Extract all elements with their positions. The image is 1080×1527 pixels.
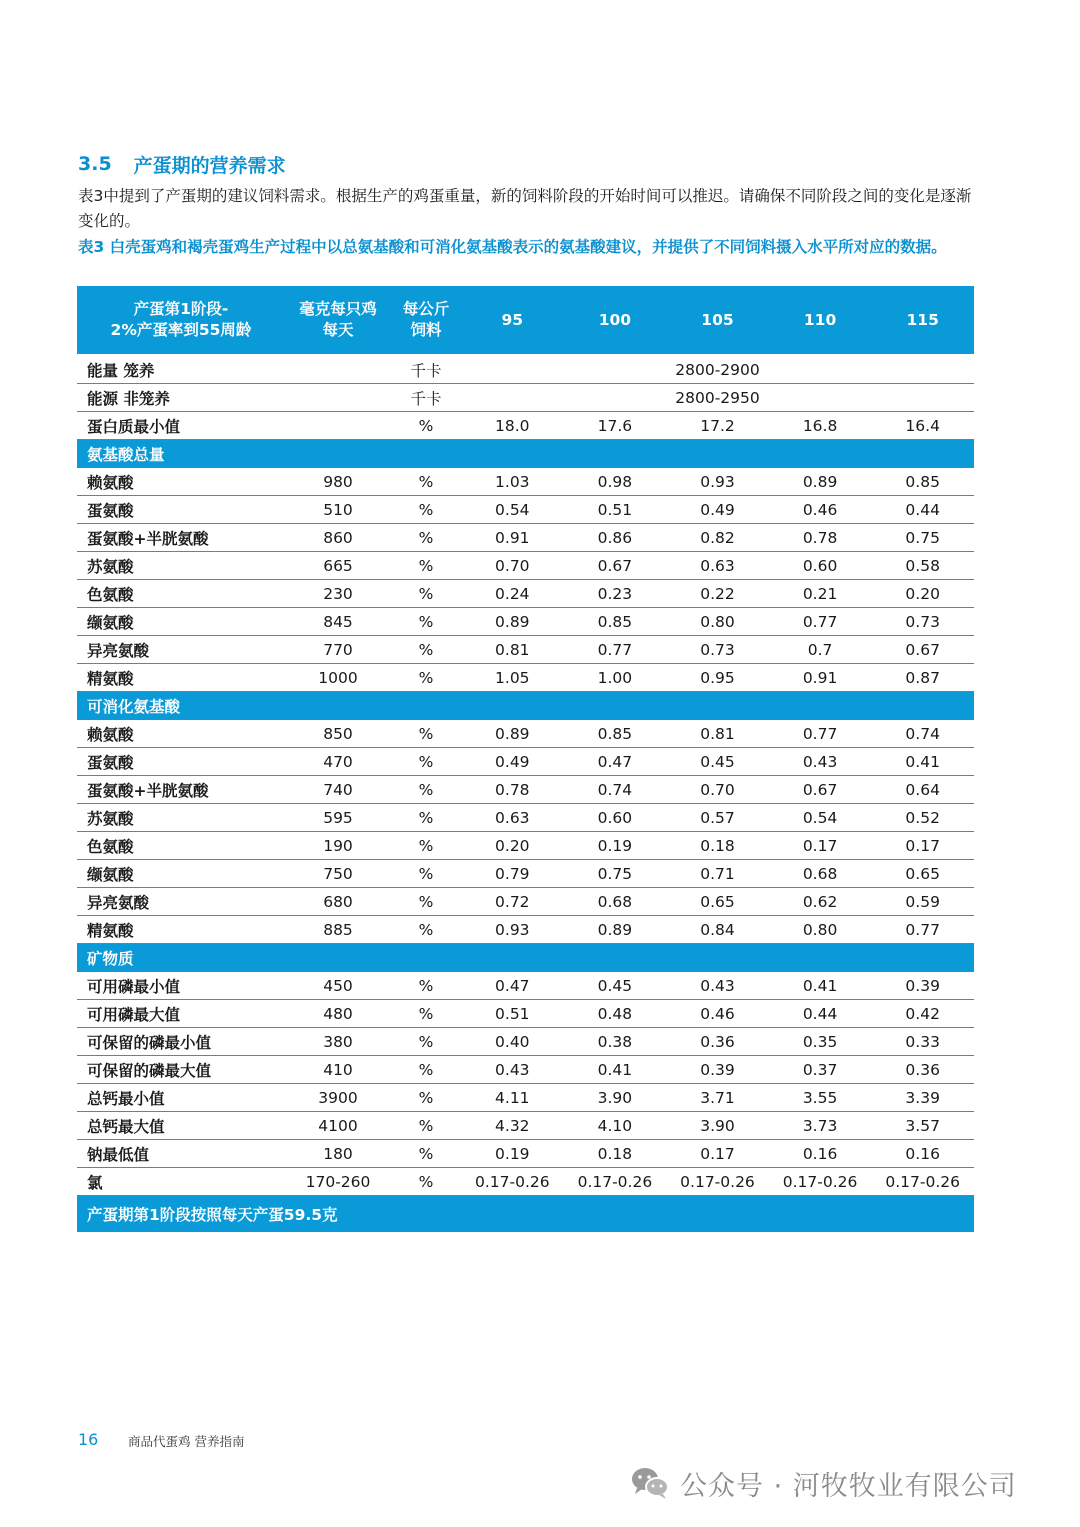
mg-cell: 170-260	[285, 1168, 391, 1196]
value-cell: 0.52	[871, 804, 974, 832]
table-row	[77, 496, 974, 524]
value-cell: 0.39	[666, 1056, 769, 1084]
value-cell: 0.16	[871, 1140, 974, 1168]
value-cell: 0.87	[871, 664, 974, 692]
value-cell: 0.19	[564, 832, 667, 860]
value-cell: 0.73	[871, 608, 974, 636]
value-cell: 18.0	[461, 412, 564, 440]
header-intake: 105	[666, 286, 769, 355]
value-cell: 0.54	[461, 496, 564, 524]
value-cell: 0.43	[769, 748, 872, 776]
mg-cell: 750	[285, 860, 391, 888]
value-cell: 0.82	[666, 524, 769, 552]
section-title: 氨基酸总量	[77, 440, 974, 469]
unit-cell: %	[391, 468, 461, 496]
section-title: 可消化氨基酸	[77, 692, 974, 721]
value-cell: 0.16	[769, 1140, 872, 1168]
value-cell: 0.74	[871, 720, 974, 748]
table-row	[77, 832, 974, 860]
unit-cell: %	[391, 776, 461, 804]
row-label: 赖氨酸	[77, 720, 285, 748]
row-label: 蛋白质最小值	[77, 412, 285, 440]
value-cell: 0.72	[461, 888, 564, 916]
value-cell: 3.90	[666, 1112, 769, 1140]
unit-cell: %	[391, 636, 461, 664]
unit-cell: %	[391, 496, 461, 524]
mg-cell: 850	[285, 720, 391, 748]
value-cell: 0.51	[461, 1000, 564, 1028]
header-intake: 95	[461, 286, 564, 355]
mg-cell: 1000	[285, 664, 391, 692]
unit-cell: %	[391, 1112, 461, 1140]
value-cell: 0.18	[666, 832, 769, 860]
intro-paragraph: 表3中提到了产蛋期的建议饲料需求。根据生产的鸡蛋重量，新的饲料阶段的开始时间可以推迟。请确保不同阶段之间的变化是逐渐变化的。	[78, 187, 972, 230]
value-cell: 0.36	[871, 1056, 974, 1084]
row-label: 苏氨酸	[77, 804, 285, 832]
value-cell: 0.46	[666, 1000, 769, 1028]
unit-cell: %	[391, 412, 461, 440]
unit-cell: 千卡	[391, 384, 461, 412]
mg-cell: 740	[285, 776, 391, 804]
value-cell: 0.17-0.26	[769, 1168, 872, 1196]
unit-cell: %	[391, 1140, 461, 1168]
value-cell: 0.89	[769, 468, 872, 496]
header-intake: 100	[564, 286, 667, 355]
row-label: 蛋氨酸	[77, 748, 285, 776]
value-cell: 0.54	[769, 804, 872, 832]
section-heading	[78, 150, 286, 178]
value-cell: 17.6	[564, 412, 667, 440]
section-row	[77, 692, 974, 721]
value-cell: 0.17	[871, 832, 974, 860]
section-title: 矿物质	[77, 944, 974, 973]
value-cell: 0.17-0.26	[666, 1168, 769, 1196]
value-cell: 0.95	[666, 664, 769, 692]
value-cell: 0.67	[564, 552, 667, 580]
value-cell: 0.85	[871, 468, 974, 496]
value-cell: 0.63	[461, 804, 564, 832]
mg-cell: 770	[285, 636, 391, 664]
value-cell: 0.38	[564, 1028, 667, 1056]
header-stage-line2: 2%产蛋率到55周龄	[110, 321, 252, 339]
header-mg-line2: 每天	[322, 321, 354, 339]
value-cell: 0.68	[564, 888, 667, 916]
unit-cell: %	[391, 720, 461, 748]
row-label: 蛋氨酸	[77, 496, 285, 524]
table-row	[77, 916, 974, 944]
value-cell: 0.70	[461, 552, 564, 580]
footer-doc-title: 商品代蛋鸡 营养指南	[128, 1434, 245, 1449]
row-label: 能源 非笼养	[77, 384, 285, 412]
value-cell: 0.47	[564, 748, 667, 776]
table-row	[77, 355, 974, 384]
unit-cell: 千卡	[391, 355, 461, 384]
value-cell: 0.20	[461, 832, 564, 860]
row-label: 可保留的磷最小值	[77, 1028, 285, 1056]
value-cell: 0.77	[769, 720, 872, 748]
header-perkg-line1: 每公斤	[402, 300, 450, 318]
table-row	[77, 636, 974, 664]
unit-cell: %	[391, 580, 461, 608]
row-label: 精氨酸	[77, 916, 285, 944]
value-cell: 4.32	[461, 1112, 564, 1140]
value-cell: 3.73	[769, 1112, 872, 1140]
mg-cell: 190	[285, 832, 391, 860]
mg-cell: 230	[285, 580, 391, 608]
unit-cell: %	[391, 832, 461, 860]
row-label: 精氨酸	[77, 664, 285, 692]
row-label: 可用磷最小值	[77, 972, 285, 1000]
row-label: 蛋氨酸+半胱氨酸	[77, 776, 285, 804]
value-cell: 0.36	[666, 1028, 769, 1056]
value-cell: 0.60	[564, 804, 667, 832]
row-label: 可用磷最大值	[77, 1000, 285, 1028]
value-cell: 0.75	[564, 860, 667, 888]
value-cell: 0.93	[666, 468, 769, 496]
range-cell: 2800-2950	[461, 384, 974, 412]
value-cell: 0.33	[871, 1028, 974, 1056]
value-cell: 0.74	[564, 776, 667, 804]
mg-cell: 510	[285, 496, 391, 524]
value-cell: 0.65	[666, 888, 769, 916]
value-cell: 0.22	[666, 580, 769, 608]
table-row	[77, 580, 974, 608]
mg-cell: 3900	[285, 1084, 391, 1112]
value-cell: 0.46	[769, 496, 872, 524]
table-row	[77, 1000, 974, 1028]
table-header	[77, 286, 974, 355]
value-cell: 0.39	[871, 972, 974, 1000]
value-cell: 0.59	[871, 888, 974, 916]
mg-cell	[285, 384, 391, 412]
value-cell: 0.62	[769, 888, 872, 916]
value-cell: 0.23	[564, 580, 667, 608]
header-perkg-line2: 饲料	[410, 321, 442, 339]
header-stage-line1: 产蛋第1阶段-	[133, 300, 229, 318]
value-cell: 0.17-0.26	[461, 1168, 564, 1196]
mg-cell	[285, 412, 391, 440]
unit-cell: %	[391, 524, 461, 552]
table-body	[77, 355, 974, 1232]
value-cell: 0.40	[461, 1028, 564, 1056]
value-cell: 0.75	[871, 524, 974, 552]
row-label: 赖氨酸	[77, 468, 285, 496]
value-cell: 0.80	[666, 608, 769, 636]
value-cell: 0.81	[666, 720, 769, 748]
value-cell: 0.91	[461, 524, 564, 552]
value-cell: 0.85	[564, 720, 667, 748]
table-row	[77, 552, 974, 580]
value-cell: 0.18	[564, 1140, 667, 1168]
header-intake: 110	[769, 286, 872, 355]
table-row	[77, 1056, 974, 1084]
value-cell: 0.51	[564, 496, 667, 524]
header-mg	[285, 286, 391, 355]
mg-cell: 4100	[285, 1112, 391, 1140]
value-cell: 0.21	[769, 580, 872, 608]
table-caption: 表3 白壳蛋鸡和褐壳蛋鸡生产过程中以总氨基酸和可消化氨基酸表示的氨基酸建议，并提供了不同饲料摄入水平所对应的数据。	[78, 238, 947, 256]
table-row	[77, 1028, 974, 1056]
value-cell: 0.17	[769, 832, 872, 860]
value-cell: 0.79	[461, 860, 564, 888]
value-cell: 0.81	[461, 636, 564, 664]
unit-cell: %	[391, 916, 461, 944]
unit-cell: %	[391, 1056, 461, 1084]
value-cell: 0.85	[564, 608, 667, 636]
value-cell: 0.19	[461, 1140, 564, 1168]
row-label: 蛋氨酸+半胱氨酸	[77, 524, 285, 552]
unit-cell: %	[391, 888, 461, 916]
range-cell: 2800-2900	[461, 355, 974, 384]
unit-cell: %	[391, 1028, 461, 1056]
watermark	[630, 1462, 1017, 1504]
mg-cell: 470	[285, 748, 391, 776]
value-cell: 3.39	[871, 1084, 974, 1112]
value-cell: 1.05	[461, 664, 564, 692]
value-cell: 0.68	[769, 860, 872, 888]
page-number: 16	[78, 1430, 99, 1449]
value-cell: 0.43	[461, 1056, 564, 1084]
mg-cell: 180	[285, 1140, 391, 1168]
unit-cell: %	[391, 664, 461, 692]
unit-cell: %	[391, 608, 461, 636]
mg-cell: 380	[285, 1028, 391, 1056]
table-row	[77, 804, 974, 832]
unit-cell: %	[391, 552, 461, 580]
value-cell: 0.49	[461, 748, 564, 776]
unit-cell: %	[391, 804, 461, 832]
mg-cell: 860	[285, 524, 391, 552]
unit-cell: %	[391, 748, 461, 776]
table-row	[77, 860, 974, 888]
table-footer-note: 产蛋期第1阶段按照每天产蛋59.5克	[77, 1196, 974, 1233]
value-cell: 0.77	[871, 916, 974, 944]
table-row	[77, 664, 974, 692]
unit-cell: %	[391, 860, 461, 888]
row-label: 总钙最小值	[77, 1084, 285, 1112]
table-row	[77, 1112, 974, 1140]
value-cell: 0.20	[871, 580, 974, 608]
table-row	[77, 888, 974, 916]
value-cell: 1.03	[461, 468, 564, 496]
value-cell: 0.80	[769, 916, 872, 944]
mg-cell: 595	[285, 804, 391, 832]
value-cell: 0.41	[769, 972, 872, 1000]
mg-cell: 480	[285, 1000, 391, 1028]
value-cell: 16.4	[871, 412, 974, 440]
value-cell: 0.91	[769, 664, 872, 692]
value-cell: 3.57	[871, 1112, 974, 1140]
value-cell: 0.67	[871, 636, 974, 664]
mg-cell: 680	[285, 888, 391, 916]
value-cell: 0.17-0.26	[564, 1168, 667, 1196]
value-cell: 0.57	[666, 804, 769, 832]
table-row	[77, 524, 974, 552]
unit-cell: %	[391, 1168, 461, 1196]
mg-cell: 845	[285, 608, 391, 636]
row-label: 缬氨酸	[77, 608, 285, 636]
row-label: 钠最低值	[77, 1140, 285, 1168]
section-row	[77, 944, 974, 973]
table-row	[77, 1140, 974, 1168]
value-cell: 3.71	[666, 1084, 769, 1112]
value-cell: 0.65	[871, 860, 974, 888]
mg-cell: 450	[285, 972, 391, 1000]
section-title: 产蛋期的营养需求	[133, 154, 286, 177]
row-label: 缬氨酸	[77, 860, 285, 888]
row-label: 色氨酸	[77, 832, 285, 860]
mg-cell: 665	[285, 552, 391, 580]
table-row	[77, 1084, 974, 1112]
value-cell: 0.24	[461, 580, 564, 608]
value-cell: 0.17-0.26	[871, 1168, 974, 1196]
value-cell: 0.41	[871, 748, 974, 776]
value-cell: 0.89	[461, 720, 564, 748]
value-cell: 0.64	[871, 776, 974, 804]
table-row	[77, 468, 974, 496]
value-cell: 0.41	[564, 1056, 667, 1084]
table-row	[77, 412, 974, 440]
value-cell: 0.49	[666, 496, 769, 524]
table-row	[77, 972, 974, 1000]
mg-cell: 980	[285, 468, 391, 496]
table-row	[77, 384, 974, 412]
value-cell: 0.7	[769, 636, 872, 664]
value-cell: 0.60	[769, 552, 872, 580]
table-footer-row	[77, 1196, 974, 1233]
unit-cell: %	[391, 972, 461, 1000]
section-number: 3.5	[78, 153, 112, 175]
row-label: 氯	[77, 1168, 285, 1196]
value-cell: 0.77	[769, 608, 872, 636]
value-cell: 0.89	[564, 916, 667, 944]
table-row	[77, 608, 974, 636]
table-row	[77, 1168, 974, 1196]
value-cell: 1.00	[564, 664, 667, 692]
unit-cell: %	[391, 1084, 461, 1112]
unit-cell: %	[391, 1000, 461, 1028]
value-cell: 0.45	[564, 972, 667, 1000]
value-cell: 0.42	[871, 1000, 974, 1028]
value-cell: 0.44	[769, 1000, 872, 1028]
value-cell: 16.8	[769, 412, 872, 440]
value-cell: 0.86	[564, 524, 667, 552]
wechat-icon	[630, 1466, 670, 1500]
value-cell: 0.98	[564, 468, 667, 496]
row-label: 总钙最大值	[77, 1112, 285, 1140]
row-label: 能量 笼养	[77, 355, 285, 384]
mg-cell: 885	[285, 916, 391, 944]
value-cell: 0.78	[461, 776, 564, 804]
value-cell: 17.2	[666, 412, 769, 440]
section-row	[77, 440, 974, 469]
value-cell: 0.35	[769, 1028, 872, 1056]
value-cell: 0.84	[666, 916, 769, 944]
table-row	[77, 776, 974, 804]
row-label: 色氨酸	[77, 580, 285, 608]
value-cell: 0.47	[461, 972, 564, 1000]
value-cell: 0.73	[666, 636, 769, 664]
nutrition-table	[77, 286, 974, 1232]
table-row	[77, 748, 974, 776]
value-cell: 0.93	[461, 916, 564, 944]
value-cell: 0.77	[564, 636, 667, 664]
table-row	[77, 720, 974, 748]
mg-cell	[285, 355, 391, 384]
mg-cell: 410	[285, 1056, 391, 1084]
value-cell: 0.44	[871, 496, 974, 524]
row-label: 异亮氨酸	[77, 888, 285, 916]
value-cell: 0.58	[871, 552, 974, 580]
value-cell: 0.71	[666, 860, 769, 888]
value-cell: 4.11	[461, 1084, 564, 1112]
value-cell: 3.55	[769, 1084, 872, 1112]
header-stage	[77, 286, 285, 355]
value-cell: 0.89	[461, 608, 564, 636]
value-cell: 4.10	[564, 1112, 667, 1140]
header-perkg	[391, 286, 461, 355]
header-intake: 115	[871, 286, 974, 355]
value-cell: 0.67	[769, 776, 872, 804]
value-cell: 0.17	[666, 1140, 769, 1168]
value-cell: 3.90	[564, 1084, 667, 1112]
value-cell: 0.43	[666, 972, 769, 1000]
value-cell: 0.63	[666, 552, 769, 580]
value-cell: 0.37	[769, 1056, 872, 1084]
row-label: 可保留的磷最大值	[77, 1056, 285, 1084]
watermark-text: 公众号 · 河牧牧业有限公司	[680, 1470, 1017, 1502]
row-label: 异亮氨酸	[77, 636, 285, 664]
value-cell: 0.70	[666, 776, 769, 804]
value-cell: 0.78	[769, 524, 872, 552]
value-cell: 0.48	[564, 1000, 667, 1028]
header-mg-line1: 毫克每只鸡	[299, 300, 377, 318]
value-cell: 0.45	[666, 748, 769, 776]
row-label: 苏氨酸	[77, 552, 285, 580]
